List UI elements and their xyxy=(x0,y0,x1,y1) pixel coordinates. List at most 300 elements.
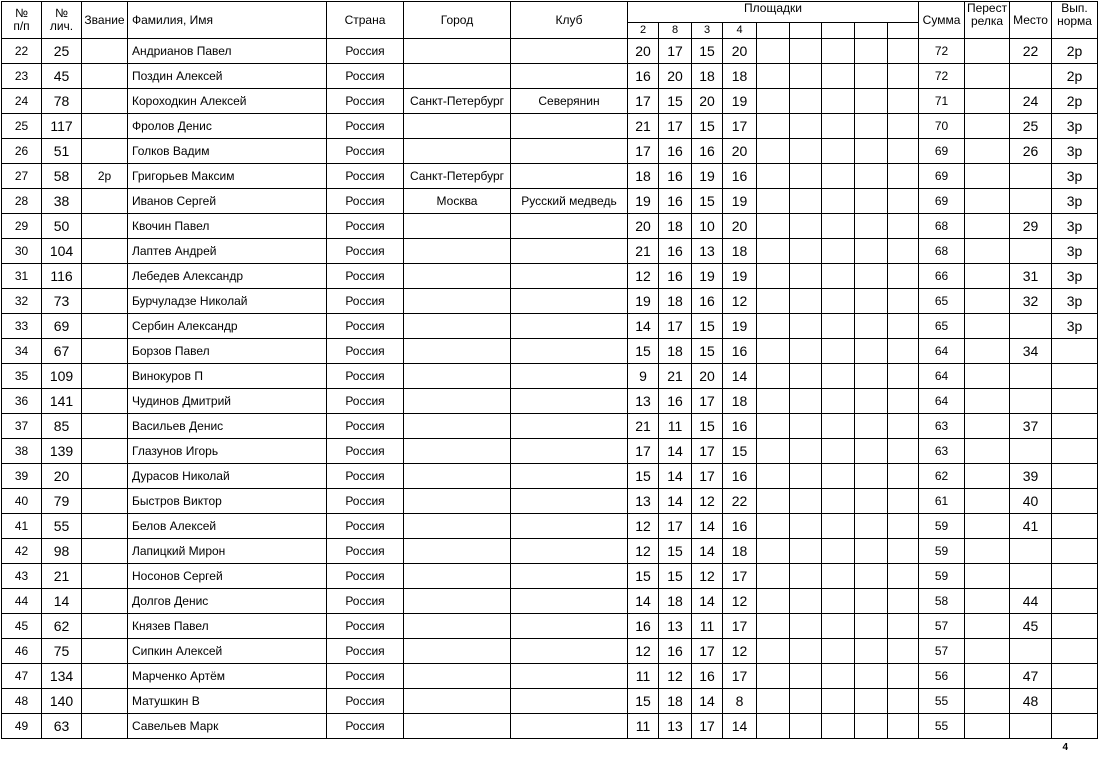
cell-score xyxy=(888,689,919,714)
cell-score: 15 xyxy=(628,339,659,364)
cell-score xyxy=(822,539,855,564)
cell-norm xyxy=(1052,339,1098,364)
table-row xyxy=(2,214,1098,239)
cell-score xyxy=(855,164,888,189)
cell-score: 15 xyxy=(692,314,723,339)
cell-lic: 38 xyxy=(42,189,82,214)
cell-score: 19 xyxy=(723,89,757,114)
cell-rank xyxy=(82,464,128,489)
cell-city: Санкт-Петербург xyxy=(404,164,511,189)
cell-city xyxy=(404,314,511,339)
cell-name: Борзов Павел xyxy=(128,339,327,364)
cell-score: 18 xyxy=(692,64,723,89)
cell-score xyxy=(757,564,790,589)
cell-place: 31 xyxy=(1010,264,1052,289)
cell-score xyxy=(822,239,855,264)
cell-club xyxy=(511,389,628,414)
cell-replay xyxy=(965,39,1010,64)
cell-name: Марченко Артём xyxy=(128,664,327,689)
cell-score: 10 xyxy=(692,214,723,239)
cell-score: 18 xyxy=(628,164,659,189)
cell-score xyxy=(888,614,919,639)
cell-score xyxy=(855,414,888,439)
cell-place: 41 xyxy=(1010,514,1052,539)
cell-score xyxy=(822,489,855,514)
cell-score xyxy=(855,239,888,264)
cell-norm xyxy=(1052,664,1098,689)
cell-score: 15 xyxy=(628,464,659,489)
cell-sum: 70 xyxy=(919,114,965,139)
header-country: Страна xyxy=(327,2,404,39)
cell-replay xyxy=(965,239,1010,264)
cell-sum: 64 xyxy=(919,339,965,364)
cell-score xyxy=(822,639,855,664)
cell-replay xyxy=(965,714,1010,739)
cell-score: 21 xyxy=(628,239,659,264)
cell-score xyxy=(757,539,790,564)
cell-name: Дурасов Николай xyxy=(128,464,327,489)
cell-score xyxy=(888,214,919,239)
cell-score: 14 xyxy=(692,589,723,614)
cell-lic: 73 xyxy=(42,289,82,314)
cell-name: Васильев Денис xyxy=(128,414,327,439)
cell-replay xyxy=(965,139,1010,164)
cell-score xyxy=(822,439,855,464)
header-norm: Вып. норма xyxy=(1052,2,1098,39)
cell-lic: 51 xyxy=(42,139,82,164)
cell-score xyxy=(790,139,822,164)
cell-score xyxy=(790,514,822,539)
cell-rank xyxy=(82,664,128,689)
cell-score xyxy=(888,639,919,664)
cell-score: 18 xyxy=(723,389,757,414)
cell-club xyxy=(511,439,628,464)
cell-score: 15 xyxy=(628,564,659,589)
cell-country: Россия xyxy=(327,539,404,564)
cell-score xyxy=(855,314,888,339)
cell-num: 25 xyxy=(2,114,42,139)
cell-sum: 57 xyxy=(919,614,965,639)
cell-score: 16 xyxy=(723,164,757,189)
cell-sum: 65 xyxy=(919,314,965,339)
cell-place xyxy=(1010,389,1052,414)
cell-score xyxy=(855,289,888,314)
cell-norm: 2р xyxy=(1052,89,1098,114)
cell-score xyxy=(888,139,919,164)
cell-score xyxy=(822,214,855,239)
cell-city xyxy=(404,564,511,589)
cell-club xyxy=(511,264,628,289)
cell-score: 19 xyxy=(692,264,723,289)
cell-club xyxy=(511,564,628,589)
cell-place xyxy=(1010,189,1052,214)
cell-score xyxy=(822,314,855,339)
cell-score: 16 xyxy=(723,464,757,489)
cell-score xyxy=(790,614,822,639)
cell-sum: 69 xyxy=(919,189,965,214)
cell-city xyxy=(404,364,511,389)
cell-country: Россия xyxy=(327,189,404,214)
cell-score xyxy=(888,289,919,314)
header-area-4: 4 xyxy=(723,23,757,39)
table-row xyxy=(2,164,1098,189)
cell-rank xyxy=(82,139,128,164)
cell-sum: 62 xyxy=(919,464,965,489)
cell-rank xyxy=(82,564,128,589)
cell-norm xyxy=(1052,364,1098,389)
cell-replay xyxy=(965,514,1010,539)
cell-score: 12 xyxy=(692,489,723,514)
cell-score: 17 xyxy=(659,514,692,539)
cell-country: Россия xyxy=(327,689,404,714)
cell-score: 22 xyxy=(723,489,757,514)
cell-replay xyxy=(965,539,1010,564)
cell-score xyxy=(757,639,790,664)
cell-score xyxy=(757,139,790,164)
cell-sum: 59 xyxy=(919,564,965,589)
cell-sum: 56 xyxy=(919,664,965,689)
cell-sum: 61 xyxy=(919,489,965,514)
cell-norm: 3р xyxy=(1052,114,1098,139)
cell-lic: 20 xyxy=(42,464,82,489)
cell-sum: 59 xyxy=(919,514,965,539)
cell-score xyxy=(790,389,822,414)
cell-city xyxy=(404,139,511,164)
cell-score: 14 xyxy=(659,489,692,514)
cell-num: 37 xyxy=(2,414,42,439)
cell-rank xyxy=(82,189,128,214)
cell-name: Бурчуладзе Николай xyxy=(128,289,327,314)
cell-score: 17 xyxy=(723,614,757,639)
cell-name: Лебедев Александр xyxy=(128,264,327,289)
cell-score xyxy=(888,664,919,689)
cell-score: 16 xyxy=(723,414,757,439)
cell-city xyxy=(404,489,511,514)
cell-score xyxy=(855,689,888,714)
cell-place xyxy=(1010,639,1052,664)
cell-lic: 79 xyxy=(42,489,82,514)
table-row xyxy=(2,339,1098,364)
cell-score: 20 xyxy=(723,214,757,239)
cell-rank xyxy=(82,589,128,614)
cell-place xyxy=(1010,364,1052,389)
cell-num: 41 xyxy=(2,514,42,539)
results-table xyxy=(1,1,1098,739)
cell-score: 13 xyxy=(659,714,692,739)
cell-country: Россия xyxy=(327,114,404,139)
cell-score xyxy=(888,189,919,214)
cell-rank xyxy=(82,539,128,564)
table-row xyxy=(2,414,1098,439)
cell-city xyxy=(404,214,511,239)
cell-score xyxy=(790,489,822,514)
cell-score xyxy=(855,589,888,614)
header-sum: Сумма xyxy=(919,2,965,39)
cell-num: 23 xyxy=(2,64,42,89)
cell-lic: 140 xyxy=(42,689,82,714)
cell-sum: 55 xyxy=(919,689,965,714)
cell-score: 12 xyxy=(628,539,659,564)
cell-country: Россия xyxy=(327,239,404,264)
table-row xyxy=(2,289,1098,314)
table-row xyxy=(2,364,1098,389)
cell-sum: 57 xyxy=(919,639,965,664)
cell-place xyxy=(1010,164,1052,189)
cell-num: 31 xyxy=(2,264,42,289)
cell-place: 32 xyxy=(1010,289,1052,314)
cell-name: Чудинов Дмитрий xyxy=(128,389,327,414)
cell-score: 17 xyxy=(659,314,692,339)
cell-place xyxy=(1010,539,1052,564)
cell-rank xyxy=(82,389,128,414)
cell-score: 14 xyxy=(692,689,723,714)
cell-score xyxy=(888,314,919,339)
cell-score: 17 xyxy=(723,664,757,689)
cell-score xyxy=(855,364,888,389)
cell-score xyxy=(822,364,855,389)
cell-lic: 50 xyxy=(42,214,82,239)
cell-sum: 69 xyxy=(919,164,965,189)
cell-sum: 59 xyxy=(919,539,965,564)
cell-lic: 139 xyxy=(42,439,82,464)
cell-score xyxy=(757,289,790,314)
cell-norm: 3р xyxy=(1052,189,1098,214)
cell-score xyxy=(790,364,822,389)
cell-score: 17 xyxy=(628,89,659,114)
cell-country: Россия xyxy=(327,164,404,189)
cell-score xyxy=(855,89,888,114)
cell-club xyxy=(511,489,628,514)
cell-place xyxy=(1010,239,1052,264)
cell-club xyxy=(511,464,628,489)
cell-score: 16 xyxy=(659,639,692,664)
cell-norm xyxy=(1052,414,1098,439)
cell-score xyxy=(822,664,855,689)
cell-city: Москва xyxy=(404,189,511,214)
cell-score xyxy=(790,564,822,589)
cell-num: 42 xyxy=(2,539,42,564)
cell-country: Россия xyxy=(327,414,404,439)
cell-replay xyxy=(965,164,1010,189)
cell-city xyxy=(404,439,511,464)
cell-score: 20 xyxy=(692,89,723,114)
cell-rank xyxy=(82,614,128,639)
cell-sum: 72 xyxy=(919,39,965,64)
cell-score: 12 xyxy=(628,264,659,289)
cell-score xyxy=(790,189,822,214)
cell-rank xyxy=(82,289,128,314)
cell-score xyxy=(855,489,888,514)
cell-name: Винокуров П xyxy=(128,364,327,389)
cell-place: 29 xyxy=(1010,214,1052,239)
cell-city xyxy=(404,689,511,714)
cell-score xyxy=(822,464,855,489)
cell-score: 20 xyxy=(628,214,659,239)
cell-score xyxy=(822,39,855,64)
cell-score: 16 xyxy=(723,514,757,539)
cell-sum: 63 xyxy=(919,439,965,464)
cell-score xyxy=(855,114,888,139)
cell-place xyxy=(1010,64,1052,89)
cell-num: 34 xyxy=(2,339,42,364)
cell-name: Глазунов Игорь xyxy=(128,439,327,464)
header-lic: № лич. xyxy=(42,2,82,39)
cell-score: 19 xyxy=(723,264,757,289)
cell-norm xyxy=(1052,639,1098,664)
cell-lic: 117 xyxy=(42,114,82,139)
cell-score xyxy=(757,664,790,689)
table-row xyxy=(2,564,1098,589)
cell-score xyxy=(790,164,822,189)
table-row xyxy=(2,389,1098,414)
cell-country: Россия xyxy=(327,289,404,314)
cell-city xyxy=(404,239,511,264)
cell-num: 49 xyxy=(2,714,42,739)
cell-score xyxy=(855,614,888,639)
table-row xyxy=(2,689,1098,714)
cell-lic: 116 xyxy=(42,264,82,289)
header-club: Клуб xyxy=(511,2,628,39)
cell-score: 14 xyxy=(628,314,659,339)
cell-score: 11 xyxy=(692,614,723,639)
cell-score xyxy=(888,389,919,414)
cell-sum: 72 xyxy=(919,64,965,89)
cell-score xyxy=(757,439,790,464)
cell-score xyxy=(888,589,919,614)
cell-replay xyxy=(965,89,1010,114)
cell-country: Россия xyxy=(327,439,404,464)
cell-score: 19 xyxy=(692,164,723,189)
cell-score: 14 xyxy=(692,514,723,539)
cell-score xyxy=(822,64,855,89)
cell-score: 17 xyxy=(659,39,692,64)
cell-score xyxy=(888,64,919,89)
cell-club xyxy=(511,339,628,364)
cell-club xyxy=(511,239,628,264)
cell-lic: 78 xyxy=(42,89,82,114)
cell-score: 19 xyxy=(723,189,757,214)
cell-score xyxy=(757,64,790,89)
cell-place: 45 xyxy=(1010,614,1052,639)
cell-score: 16 xyxy=(659,164,692,189)
cell-lic: 134 xyxy=(42,664,82,689)
cell-norm xyxy=(1052,439,1098,464)
cell-score: 17 xyxy=(628,439,659,464)
cell-score xyxy=(790,439,822,464)
header-num: № п/п xyxy=(2,2,42,39)
cell-name: Носонов Сергей xyxy=(128,564,327,589)
cell-sum: 58 xyxy=(919,589,965,614)
cell-score xyxy=(888,164,919,189)
cell-score: 18 xyxy=(659,289,692,314)
cell-score: 18 xyxy=(659,214,692,239)
cell-country: Россия xyxy=(327,214,404,239)
cell-place: 26 xyxy=(1010,139,1052,164)
cell-score xyxy=(757,389,790,414)
cell-score xyxy=(855,139,888,164)
cell-score: 16 xyxy=(659,264,692,289)
cell-city xyxy=(404,539,511,564)
cell-name: Андрианов Павел xyxy=(128,39,327,64)
cell-score xyxy=(822,264,855,289)
cell-score xyxy=(822,714,855,739)
cell-norm xyxy=(1052,539,1098,564)
cell-score xyxy=(855,664,888,689)
cell-score: 8 xyxy=(723,689,757,714)
header-area-3: 3 xyxy=(692,23,723,39)
header-areas: Площадки xyxy=(628,2,919,23)
cell-sum: 64 xyxy=(919,364,965,389)
cell-score xyxy=(855,264,888,289)
cell-score xyxy=(888,364,919,389)
cell-score xyxy=(757,114,790,139)
cell-score xyxy=(888,414,919,439)
cell-score: 19 xyxy=(628,289,659,314)
cell-name: Фролов Денис xyxy=(128,114,327,139)
cell-replay xyxy=(965,364,1010,389)
cell-score xyxy=(757,89,790,114)
cell-replay xyxy=(965,114,1010,139)
cell-score xyxy=(822,139,855,164)
cell-score xyxy=(790,239,822,264)
cell-num: 33 xyxy=(2,314,42,339)
cell-club xyxy=(511,689,628,714)
table-row xyxy=(2,239,1098,264)
cell-num: 39 xyxy=(2,464,42,489)
cell-sum: 66 xyxy=(919,264,965,289)
cell-rank xyxy=(82,364,128,389)
cell-score xyxy=(822,164,855,189)
cell-lic: 14 xyxy=(42,589,82,614)
cell-score xyxy=(888,39,919,64)
cell-city xyxy=(404,639,511,664)
cell-score: 15 xyxy=(628,689,659,714)
cell-country: Россия xyxy=(327,364,404,389)
cell-city xyxy=(404,664,511,689)
cell-score xyxy=(757,39,790,64)
cell-score: 9 xyxy=(628,364,659,389)
cell-lic: 109 xyxy=(42,364,82,389)
cell-norm: 3р xyxy=(1052,164,1098,189)
cell-country: Россия xyxy=(327,89,404,114)
cell-score: 13 xyxy=(628,389,659,414)
cell-score xyxy=(822,689,855,714)
cell-score xyxy=(790,664,822,689)
cell-num: 26 xyxy=(2,139,42,164)
cell-rank xyxy=(82,714,128,739)
cell-score xyxy=(855,639,888,664)
cell-sum: 65 xyxy=(919,289,965,314)
cell-name: Сербин Александр xyxy=(128,314,327,339)
cell-score xyxy=(855,189,888,214)
cell-score: 15 xyxy=(659,539,692,564)
cell-score: 19 xyxy=(723,314,757,339)
table-row xyxy=(2,714,1098,739)
header-area-9 xyxy=(888,23,919,39)
cell-rank xyxy=(82,414,128,439)
cell-lic: 141 xyxy=(42,389,82,414)
cell-score xyxy=(855,214,888,239)
cell-replay xyxy=(965,564,1010,589)
cell-name: Лапицкий Мирон xyxy=(128,539,327,564)
cell-place: 25 xyxy=(1010,114,1052,139)
cell-score xyxy=(790,414,822,439)
table-row xyxy=(2,639,1098,664)
cell-sum: 71 xyxy=(919,89,965,114)
cell-score xyxy=(822,614,855,639)
cell-norm: 2р xyxy=(1052,64,1098,89)
cell-score xyxy=(888,89,919,114)
